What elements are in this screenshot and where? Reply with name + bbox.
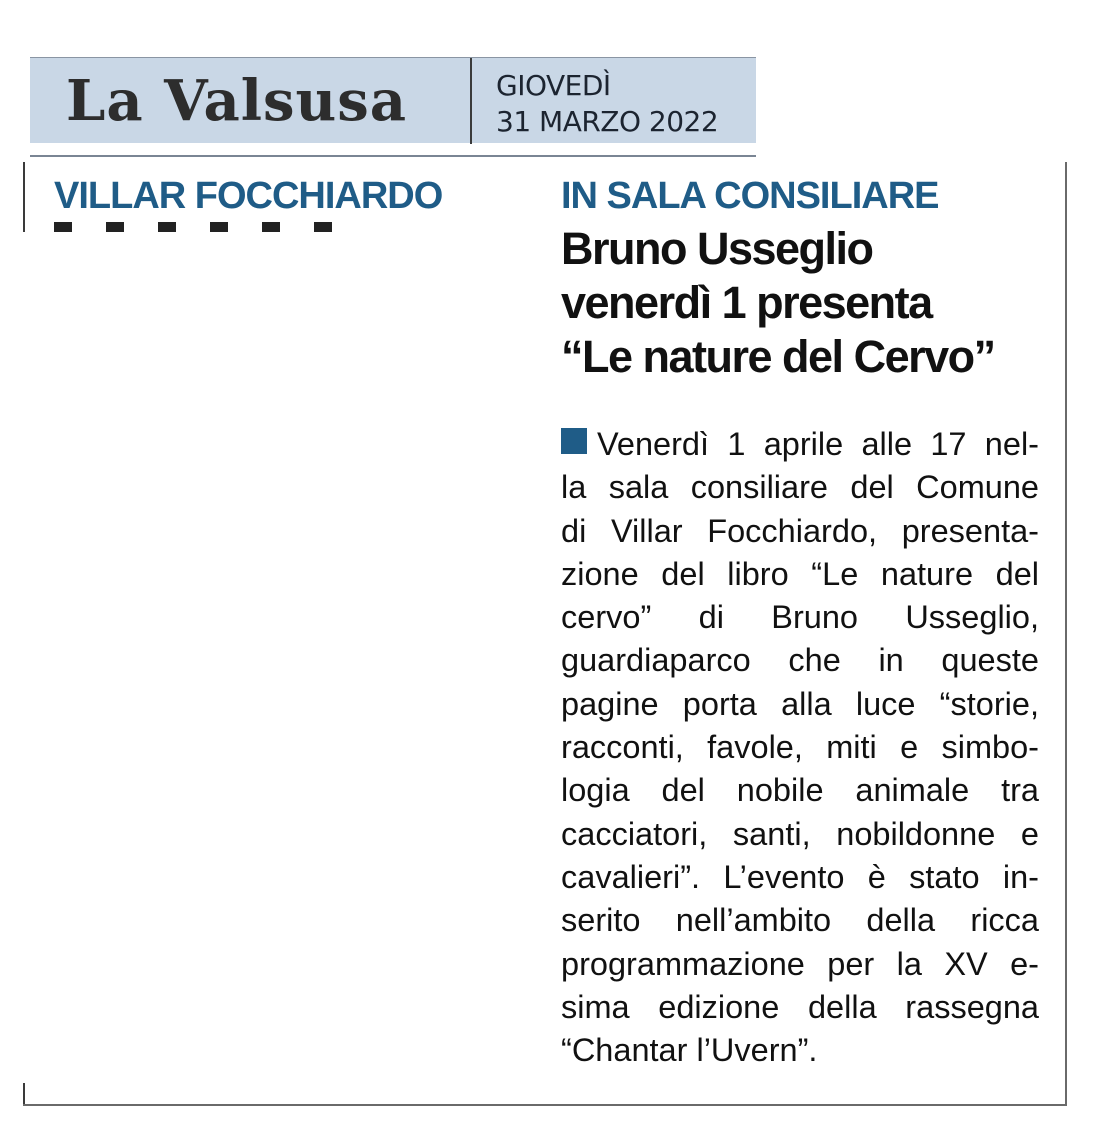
body-line-text: Venerdì 1 aprile alle 17 nel- — [597, 426, 1039, 462]
left-column-rule-bottom — [23, 1083, 25, 1105]
body-line: programmazione per la XV e- — [561, 945, 1039, 982]
body-line: zione del libro “Le nature del — [561, 555, 1039, 592]
masthead-divider — [470, 58, 472, 144]
body-line: sima edizione della rassegna — [561, 988, 1039, 1025]
right-frame-rule — [1065, 162, 1067, 1106]
section-marker-square — [561, 428, 587, 454]
issue-date — [496, 68, 718, 140]
left-column-rule — [23, 162, 25, 232]
body-line: “Chantar l’Uvern”. — [561, 1032, 818, 1069]
newspaper-logo: La Valsusa — [66, 68, 408, 134]
body-line: racconti, favole, miti e simbo- — [561, 729, 1039, 766]
article-headline — [561, 222, 1061, 384]
article-body — [561, 423, 1039, 1072]
bottom-frame-rule — [23, 1104, 1067, 1106]
body-line: di Villar Focchiardo, presenta- — [561, 512, 1039, 549]
left-article-cropped-headline — [54, 222, 414, 232]
headline-line: venerdì 1 presenta — [561, 277, 932, 328]
body-line: serito nell’ambito della ricca — [561, 902, 1039, 939]
body-line: logia del nobile animale tra — [561, 772, 1039, 809]
body-line: la sala consiliare del Comune — [561, 469, 1039, 506]
issue-weekday: GIOVEDÌ — [496, 69, 611, 102]
body-line: guardiaparco che in queste — [561, 642, 1039, 679]
issue-date-text: 31 MARZO 2022 — [496, 105, 719, 138]
left-article-kicker: VILLAR FOCCHIARDO — [54, 175, 443, 217]
body-line: pagine porta alla luce “storie, — [561, 685, 1039, 722]
body-line: cervo” di Bruno Usseglio, — [561, 599, 1039, 636]
headline-line: Bruno Usseglio — [561, 223, 873, 274]
body-line: cacciatori, santi, nobildonne e — [561, 815, 1039, 852]
body-line: cavalieri”. L’evento è stato in- — [561, 858, 1039, 895]
body-line — [561, 423, 1039, 466]
masthead — [30, 57, 756, 143]
masthead-rule — [30, 155, 756, 157]
article-kicker: IN SALA CONSILIARE — [561, 175, 939, 217]
headline-line: “Le nature del Cervo” — [561, 331, 995, 382]
